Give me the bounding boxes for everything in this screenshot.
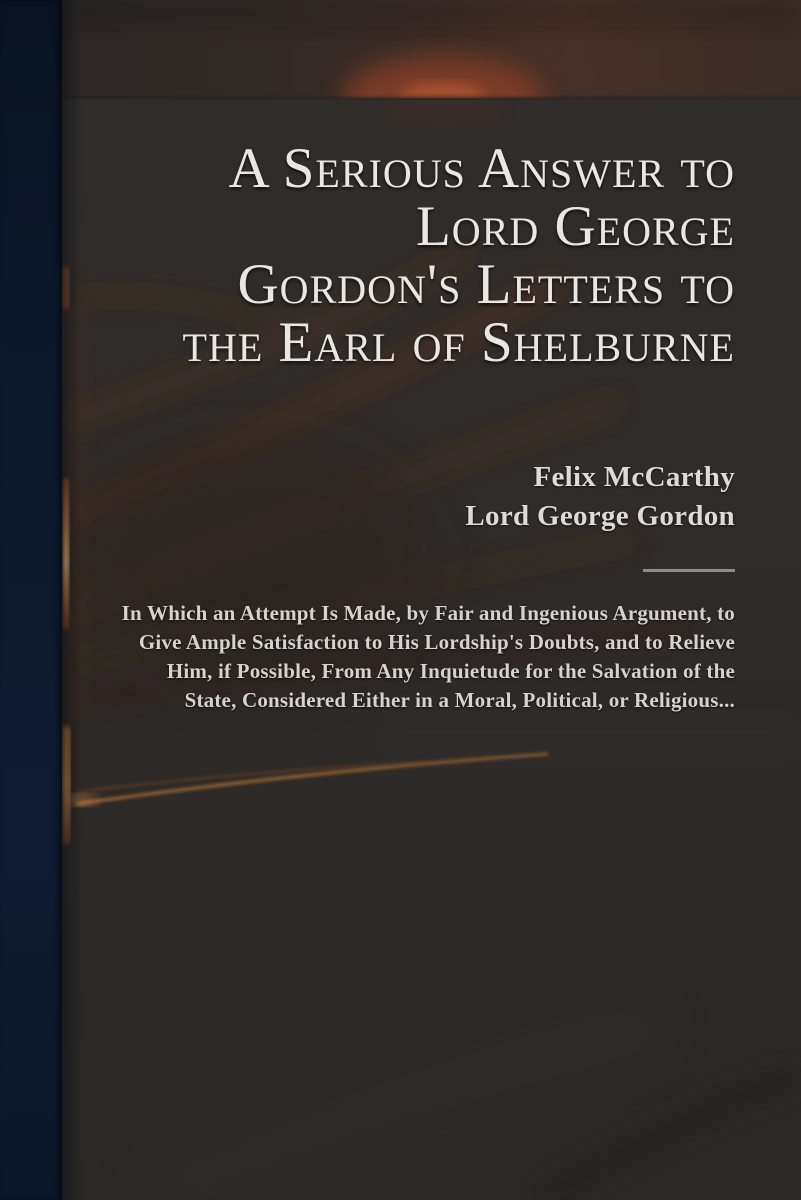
subtitle-line-1: In Which an Attempt Is Made, by Fair and Ingenious Argument, to bbox=[121, 601, 735, 625]
subtitle-line-3: Him, if Possible, From Any Inquietude for the Salvation of the bbox=[166, 659, 735, 683]
subtitle-line-4: State, Considered Either in a Moral, Political, or Religious... bbox=[184, 688, 735, 712]
book-title bbox=[70, 137, 735, 374]
divider-rule bbox=[643, 569, 735, 572]
book-subtitle bbox=[70, 599, 735, 715]
spine-strip bbox=[0, 0, 62, 1200]
book-title-line-4: the Earl of Shelburne bbox=[182, 311, 735, 374]
book-title-line-3: Gordon's Letters to bbox=[237, 253, 735, 316]
book-title-line-1: A Serious Answer to bbox=[228, 137, 735, 200]
book-title-line-2: Lord George bbox=[415, 195, 735, 258]
author-names bbox=[70, 458, 735, 536]
cover-text bbox=[70, 0, 735, 1200]
author-secondary: Lord George Gordon bbox=[465, 500, 735, 532]
author-primary: Felix McCarthy bbox=[533, 461, 735, 493]
subtitle-line-2: Give Ample Satisfaction to His Lordship's Doubts, and to Relieve bbox=[138, 630, 735, 654]
